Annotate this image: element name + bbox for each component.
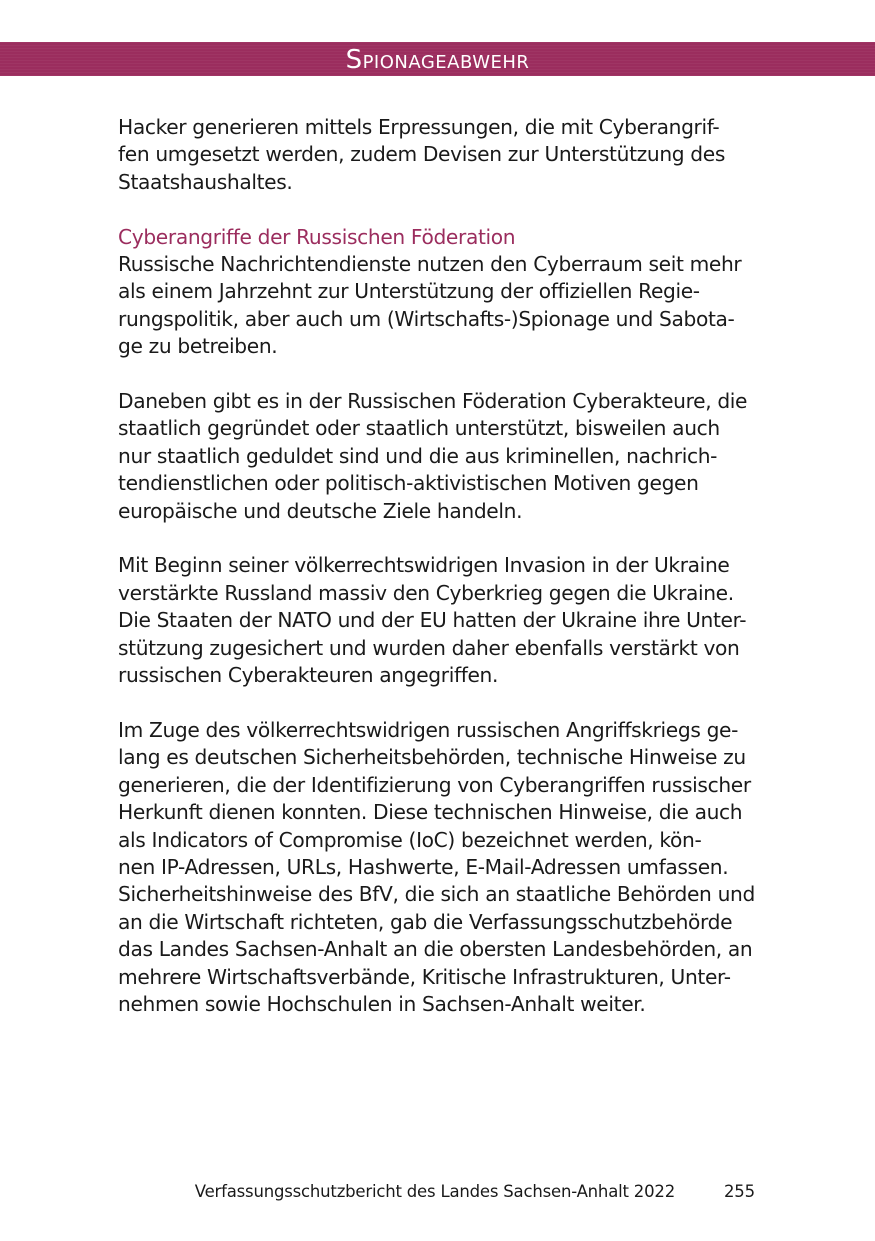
paragraph-ukraine-invasion: Mit Beginn seiner völkerrechtswidrigen Invasion in der Ukraine verstärkte Russland massiv den Cyberkrieg gegen die Ukraine. Die Staaten der NATO und der EU hatten der Ukraine ihre Unter- stützung zugesichert und wurden daher ebenfalls verstärkt von russischen Cyberakteuren angegriffen. [118, 553, 747, 688]
paragraph-intro: Hacker generieren mittels Erpressungen, die mit Cyberangrif- fen umgesetzt werden, zudem Devisen zur Unterstützung des Staatshaushaltes. [118, 115, 726, 194]
paragraph-russian-cyberattacks [118, 224, 758, 361]
page-number: 255 [724, 1182, 755, 1201]
paragraph-cyber-actors: Daneben gibt es in der Russischen Föderation Cyberakteure, die staatlich gegründet oder staatlich unterstützt, bisweilen auch nur staatlich geduldet sind und die aus kriminellen, nachrich- tendienstlichen oder politisch-aktivistischen Motiven gegen europäische und deutsche Ziele handeln. [118, 389, 748, 523]
footer-publication-title: Verfassungsschutzbericht des Landes Sachsen-Anhalt 2022 [194, 1182, 675, 1201]
paragraph-text: Russische Nachrichtendienste nutzen den Cyberraum seit mehr als einem Jahrzehnt zur Unterstützung der offiziellen Regie- rungspolitik, aber auch um (Wirtschafts-)Spionage und Sabota- ge zu betreiben. [118, 252, 742, 359]
subheading: Cyberangriffe der Russischen Föderation [118, 224, 516, 249]
paragraph-indicators-of-compromise: Im Zuge des völkerrechtswidrigen russischen Angriffskriegs ge- lang es deutschen Sicherheitsbehörden, technische Hinweise zu generieren, die der Identifizierung von Cyberangriffen russischer Herkunft dienen konnten. Diese technischen Hinweise, die auch als Indicators of Compromise (IoC) bezeichnet werden, kön- nen IP-Adressen, URLs, Hashwerte, E-Mail-Adressen umfassen. Sicherheitshinweise des BfV, die sich an staatliche Behörden und an die Wirtschaft richteten, gab die Verfassungsschutzbehörde das Landes Sachsen-Anhalt an die obersten Landesbehörden, an mehrere Wirtschaftsverbände, Kritische Infrastrukturen, Unter- nehmen sowie Hochschulen in Sachsen-Anhalt weiter. [118, 717, 755, 1016]
section-title: Spionageabwehr [345, 45, 530, 75]
page-content [118, 114, 758, 1046]
section-header-bar [0, 42, 875, 76]
